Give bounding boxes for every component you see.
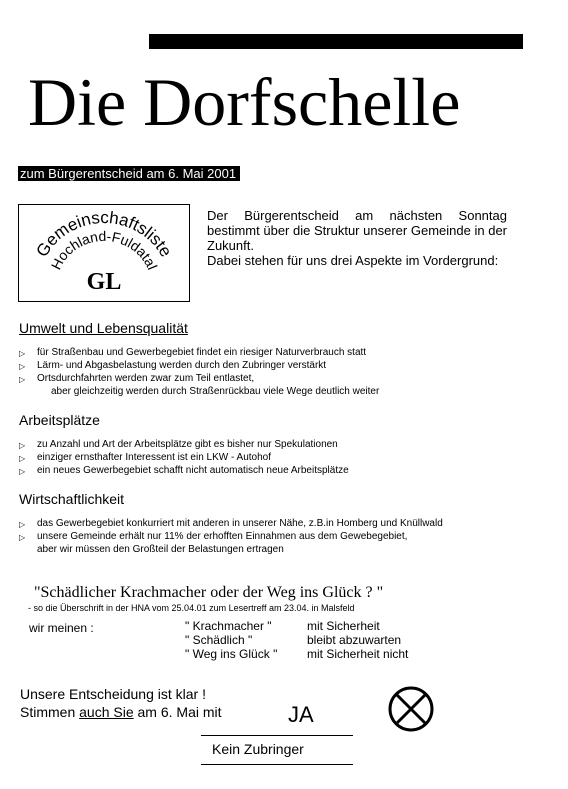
arrow-bullet-icon: ▷ bbox=[19, 454, 26, 463]
intro-text bbox=[207, 208, 507, 268]
opinion-verdict: mit Sicherheit nicht bbox=[307, 647, 409, 661]
opinion-verdict: bleibt abzuwarten bbox=[307, 633, 402, 647]
arrow-bullet-icon: ▷ bbox=[19, 520, 26, 529]
arrow-bullet-icon: ▷ bbox=[19, 349, 26, 358]
subtitle: zum Bürgerentscheid am 6. Mai 2001 bbox=[18, 166, 240, 181]
list-item: ▷ unsere Gemeinde erhält nur 11% der erhofften Einnahmen aus dem Gewebegebiet, bbox=[19, 531, 408, 542]
section-list-environment bbox=[19, 346, 379, 398]
section-heading-environment: Umwelt und Lebensqualität bbox=[19, 320, 188, 336]
arrow-bullet-icon: ▷ bbox=[19, 441, 26, 450]
section-heading-jobs: Arbeitsplätze bbox=[19, 412, 100, 428]
list-item: ▷ ein neues Gewerbegebiet schafft nicht automatisch neue Arbeitsplätze bbox=[19, 465, 349, 476]
ballot-line-top bbox=[201, 735, 353, 736]
vote-ja: JA bbox=[288, 702, 314, 727]
arrow-bullet-icon: ▷ bbox=[19, 533, 26, 542]
intro-paragraph-1: Der Bürgerentscheid am nächsten Sonntag bestimmt über die Struktur unserer Gemeinde in der Zukunft. bbox=[207, 208, 507, 253]
list-item: ▷ Ortsdurchfahrten werden zwar zum Teil entlastet, bbox=[19, 373, 255, 384]
ballot-line-bottom bbox=[201, 764, 353, 765]
opinion-term: " Schädlich " bbox=[185, 633, 253, 647]
ballot-label: Kein Zubringer bbox=[212, 741, 304, 757]
top-bar bbox=[149, 34, 523, 49]
opinion-verdict: mit Sicherheit bbox=[307, 619, 380, 633]
opinion-term: " Krachmacher " bbox=[185, 619, 272, 633]
logo-graphic bbox=[19, 205, 189, 301]
logo bbox=[18, 204, 190, 302]
decision-line-1: Unsere Entscheidung ist klar ! bbox=[20, 686, 206, 702]
list-item-continuation: aber gleichzeitig werden durch Straßenrückbau viele Wege deutlich weiter bbox=[51, 386, 380, 397]
section-list-jobs bbox=[19, 438, 349, 477]
logo-arc-inner: Hochland-Fuldatal bbox=[47, 227, 161, 273]
arrow-bullet-icon: ▷ bbox=[19, 362, 26, 371]
arrow-bullet-icon: ▷ bbox=[19, 375, 26, 384]
quote-source: - so die Überschrift in der HNA vom 25.04.01 zum Lesertreff am 23.04. in Malsfeld bbox=[28, 603, 355, 613]
list-item: ▷ das Gewerbegebiet konkurriert mit anderen in unserer Nähe, z.B.in Homberg und Knüllwald bbox=[19, 518, 443, 529]
opinion-label: wir meinen : bbox=[29, 621, 94, 635]
opinion-term: " Weg ins Glück " bbox=[185, 647, 278, 661]
quote-headline: "Schädlicher Krachmacher oder der Weg ins Glück ? " bbox=[34, 584, 384, 601]
arrow-bullet-icon: ▷ bbox=[19, 467, 26, 476]
crossed-circle-icon bbox=[387, 685, 435, 738]
list-item: ▷ Lärm- und Abgasbelastung werden durch den Zubringer verstärkt bbox=[19, 360, 327, 371]
logo-initials: GL bbox=[86, 269, 122, 295]
list-item: ▷ für Straßenbau und Gewerbegebiet findet ein riesiger Naturverbrauch statt bbox=[19, 347, 367, 358]
intro-paragraph-2: Dabei stehen für uns drei Aspekte im Vordergrund: bbox=[207, 253, 499, 268]
decision-line-2: Stimmen auch Sie am 6. Mai mit bbox=[20, 704, 222, 720]
list-item: ▷ zu Anzahl und Art der Arbeitsplätze gibt es bisher nur Spekulationen bbox=[19, 439, 338, 450]
logo-arc-outer: Gemeinschaftsliste bbox=[32, 207, 176, 261]
list-item: ▷ einziger ernsthafter Interessent ist ein LKW - Autohof bbox=[19, 452, 272, 463]
section-heading-economy: Wirtschaftlichkeit bbox=[19, 491, 125, 507]
page-title: Die Dorfschelle bbox=[28, 64, 461, 140]
list-item-continuation: aber wir müssen den Großteil der Belastungen ertragen bbox=[37, 544, 284, 555]
section-list-economy bbox=[19, 517, 443, 556]
